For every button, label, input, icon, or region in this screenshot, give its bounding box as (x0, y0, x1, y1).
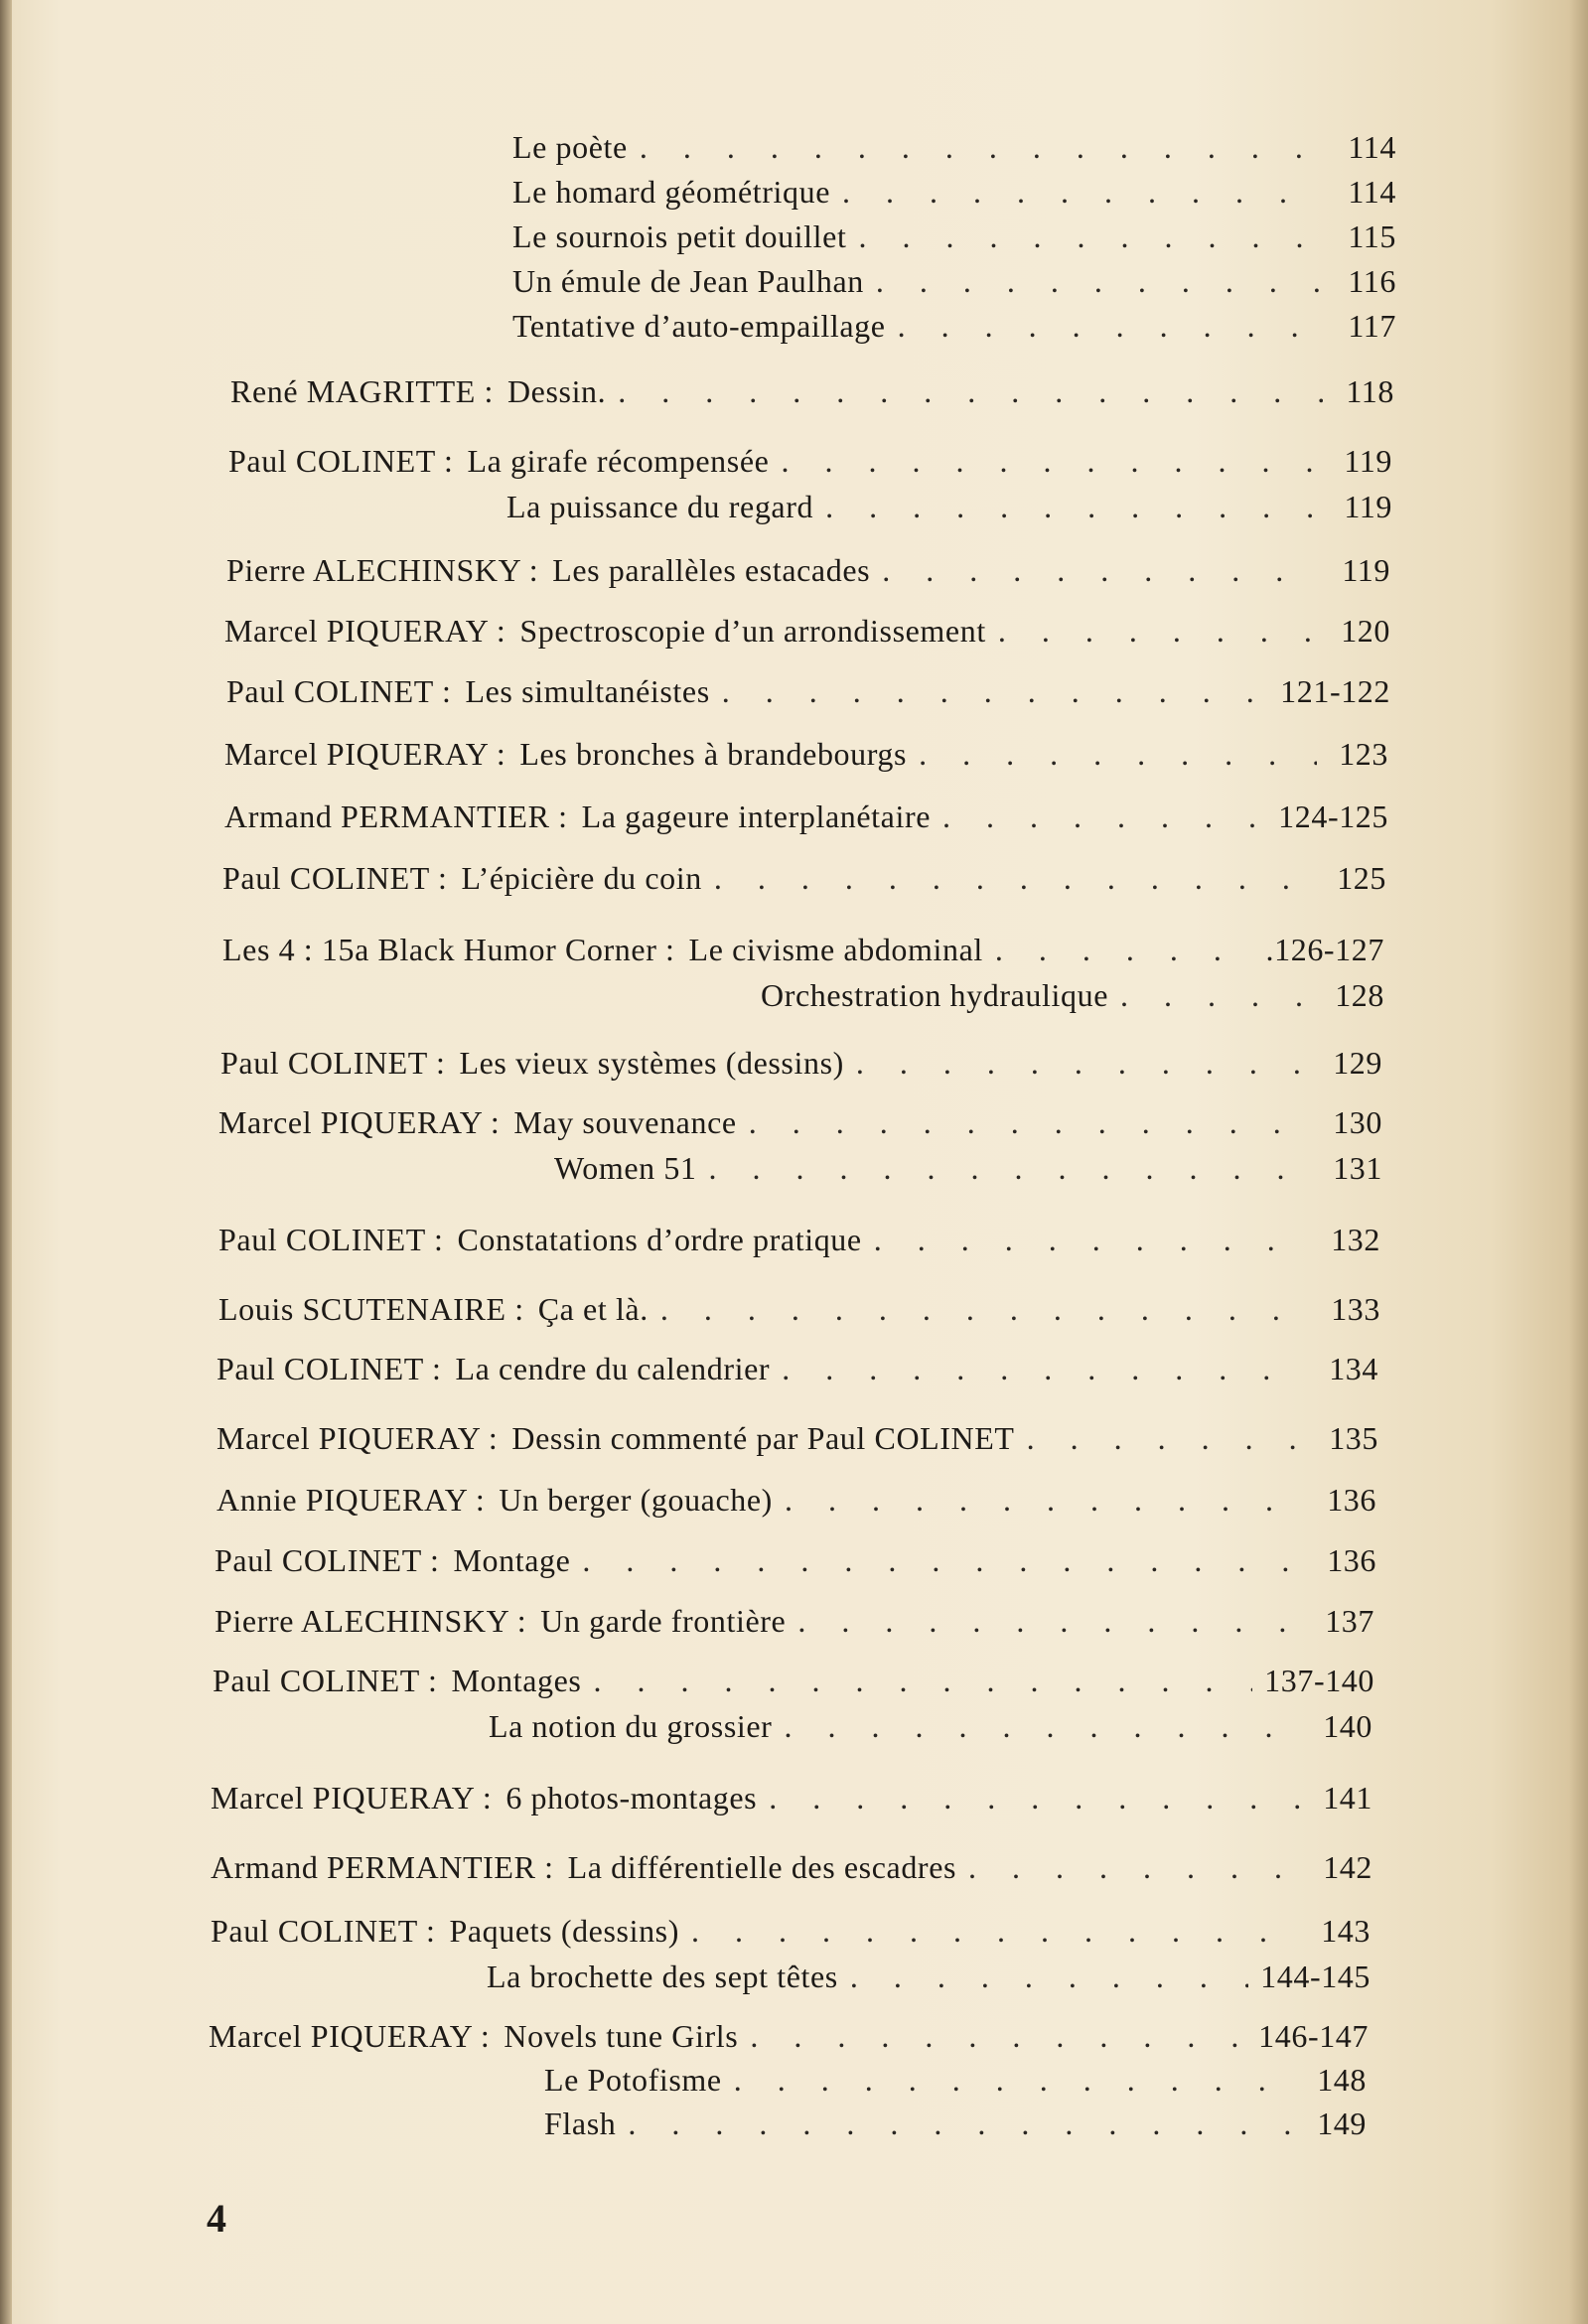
toc-author: René MAGRITTE : (230, 373, 494, 409)
toc-entry (512, 218, 1396, 262)
toc-title: Les bronches à brandebourgs (519, 736, 908, 772)
toc-title: Montages (451, 1663, 582, 1698)
toc-title: L’épicière du coin (461, 860, 702, 896)
toc-entry (222, 932, 1384, 975)
leader-dots (722, 673, 1268, 710)
toc-author: Paul COLINET : (218, 1222, 444, 1257)
toc-page-number: 124-125 (1278, 799, 1388, 834)
toc-author: Paul COLINET : (213, 1663, 438, 1698)
toc-entry (213, 1663, 1374, 1706)
toc-author: Marcel PIQUERAY : (211, 1780, 493, 1816)
toc-title: Les parallèles estacades (552, 552, 871, 588)
toc-author: Marcel PIQUERAY : (224, 613, 506, 649)
toc-entry (217, 1482, 1376, 1525)
toc-page-number: 136 (1327, 1542, 1376, 1578)
toc-entry (222, 860, 1386, 904)
toc-page-number: 115 (1348, 218, 1396, 254)
toc-entry (226, 673, 1390, 717)
toc-title: Un émule de Jean Paulhan (512, 263, 864, 299)
leader-dots (995, 932, 1254, 968)
leader-dots (797, 1603, 1303, 1640)
toc-title: Le homard géométrique (512, 174, 831, 210)
toc-page-number: 134 (1329, 1351, 1378, 1386)
toc-page-number: 132 (1331, 1222, 1380, 1257)
toc-title: La différentielle des escadres (567, 1849, 957, 1885)
toc-page-number: 117 (1348, 308, 1396, 344)
toc-entry (512, 308, 1396, 352)
toc-page-number: 144-145 (1260, 1959, 1371, 1994)
leader-dots (882, 552, 1319, 589)
toc-entry (211, 1849, 1372, 1893)
toc-page-number: 116 (1348, 263, 1396, 299)
toc-entry (506, 489, 1392, 532)
leader-dots (734, 2062, 1295, 2099)
toc-title: Le civisme abdominal (688, 932, 983, 967)
toc-title: La girafe récompensée (467, 443, 770, 479)
leader-dots (785, 1482, 1305, 1519)
toc-page-number: 137 (1325, 1603, 1374, 1639)
toc-title: Spectroscopie d’un arrondissement (519, 613, 986, 649)
toc-title: Les vieux systèmes (dessins) (459, 1045, 844, 1081)
leader-dots (582, 1542, 1305, 1579)
toc-entry (211, 1913, 1371, 1957)
leader-dots (1027, 1420, 1307, 1457)
leader-dots (749, 1104, 1311, 1141)
leader-dots (1120, 977, 1313, 1014)
toc-page-number: 143 (1321, 1913, 1371, 1949)
toc-entry (224, 799, 1388, 842)
toc-title: Novels tune Girls (504, 2018, 739, 2054)
leader-dots (750, 2018, 1246, 2055)
toc-page-number: 133 (1331, 1291, 1380, 1327)
leader-dots (919, 736, 1317, 773)
toc-entry (554, 1150, 1382, 1194)
toc-entry (230, 373, 1394, 417)
toc-author: Paul COLINET : (215, 1542, 440, 1578)
toc-title: Les simultanéistes (465, 673, 710, 709)
leader-dots (842, 174, 1325, 211)
toc-entry (489, 1708, 1372, 1752)
toc-entry (215, 1603, 1374, 1647)
toc-page-number: 125 (1337, 860, 1386, 896)
leader-dots (942, 799, 1266, 835)
leader-dots (898, 308, 1325, 345)
toc-entry (218, 1291, 1380, 1335)
toc-page-number: 114 (1348, 129, 1396, 165)
toc-page-number: 146-147 (1258, 2018, 1369, 2054)
toc-title: Montage (453, 1542, 571, 1578)
toc-entry (217, 1351, 1378, 1394)
toc-author: Pierre ALECHINSKY : (226, 552, 539, 588)
toc-title: Women 51 (554, 1150, 697, 1186)
leader-dots (618, 373, 1323, 410)
toc-title: May souvenance (513, 1104, 737, 1140)
toc-entry (209, 2018, 1369, 2062)
toc-entry (211, 1780, 1372, 1823)
leader-dots (876, 263, 1325, 300)
toc-title: 6 photos-montages (505, 1780, 758, 1816)
toc-entry (512, 174, 1396, 218)
leader-dots (714, 860, 1315, 897)
toc-author: Paul COLINET : (220, 1045, 446, 1081)
leader-dots (998, 613, 1319, 650)
toc-author: Marcel PIQUERAY : (218, 1104, 501, 1140)
toc-entry (218, 1222, 1380, 1265)
toc-title: Constatations d’ordre pratique (457, 1222, 862, 1257)
toc-page-number: 129 (1333, 1045, 1382, 1081)
toc-entry (544, 2106, 1367, 2149)
toc-page-number: 137-140 (1264, 1663, 1374, 1698)
toc-title: La notion du grossier (489, 1708, 773, 1744)
toc-author: Armand PERMANTIER : (224, 799, 568, 834)
toc-author: Annie PIQUERAY : (217, 1482, 486, 1518)
toc-title: Paquets (dessins) (449, 1913, 679, 1949)
toc-entry (512, 263, 1396, 307)
toc-title: Flash (544, 2106, 617, 2141)
toc-title: La puissance du regard (506, 489, 814, 524)
toc-page-number: .126-127 (1265, 932, 1384, 967)
leader-dots (825, 489, 1321, 525)
toc-title: La cendre du calendrier (455, 1351, 771, 1386)
toc-entry (761, 977, 1384, 1021)
toc-page-number: 120 (1341, 613, 1390, 649)
toc-title: Orchestration hydraulique (761, 977, 1108, 1013)
toc-page-number: 142 (1323, 1849, 1372, 1885)
toc-page-number: 131 (1333, 1150, 1382, 1186)
toc-title: Dessin. (506, 373, 607, 409)
toc-author: Paul COLINET : (217, 1351, 442, 1386)
leader-dots (874, 1222, 1309, 1258)
toc-author: Marcel PIQUERAY : (217, 1420, 499, 1456)
toc-author: Armand PERMANTIER : (211, 1849, 554, 1885)
toc-page-number: 119 (1344, 489, 1392, 524)
toc-author: Paul COLINET : (222, 860, 448, 896)
toc-author: Marcel PIQUERAY : (224, 736, 506, 772)
toc-page-number: 130 (1333, 1104, 1382, 1140)
toc-page-number: 149 (1317, 2106, 1367, 2141)
toc-entry (226, 552, 1390, 596)
toc-author: Les 4 : 15a Black Humor Corner : (222, 932, 675, 967)
leader-dots (769, 1780, 1301, 1816)
toc-page-number: 123 (1339, 736, 1388, 772)
toc-entry (217, 1420, 1378, 1464)
leader-dots (856, 1045, 1311, 1082)
toc-entry (544, 2062, 1367, 2106)
toc-entry (224, 736, 1388, 780)
toc-title: Un garde frontière (540, 1603, 787, 1639)
toc-page-number: 135 (1329, 1420, 1378, 1456)
toc-page-number: 118 (1346, 373, 1394, 409)
toc-entry (224, 613, 1390, 656)
toc-title: La brochette des sept têtes (487, 1959, 838, 1994)
toc-entry (228, 443, 1392, 487)
toc-author: Marcel PIQUERAY : (209, 2018, 491, 2054)
toc-page-number: 128 (1335, 977, 1384, 1013)
toc-author: Paul COLINET : (226, 673, 452, 709)
leader-dots (709, 1150, 1311, 1187)
toc-entry (512, 129, 1396, 173)
leader-dots (640, 129, 1325, 166)
leader-dots (858, 218, 1325, 255)
toc-page-number: 114 (1348, 174, 1396, 210)
toc-entry (487, 1959, 1371, 2002)
toc-author: Louis SCUTENAIRE : (218, 1291, 524, 1327)
toc-page-number: 140 (1323, 1708, 1372, 1744)
page-number: 4 (207, 2196, 226, 2241)
toc-entry (215, 1542, 1376, 1586)
toc-page-number: 136 (1327, 1482, 1376, 1518)
toc-title: Le Potofisme (544, 2062, 722, 2098)
toc-title: Tentative d’auto-empaillage (512, 308, 886, 344)
toc-entry (218, 1104, 1382, 1148)
leader-dots (850, 1959, 1248, 1995)
toc-page-number: 119 (1344, 443, 1392, 479)
toc-author: Paul COLINET : (228, 443, 454, 479)
toc-author: Pierre ALECHINSKY : (215, 1603, 527, 1639)
toc-title: Ça et là. (537, 1291, 649, 1327)
leader-dots (781, 443, 1321, 480)
toc-entry (220, 1045, 1382, 1089)
leader-dots (691, 1913, 1299, 1950)
toc-title: La gageure interplanétaire (581, 799, 932, 834)
leader-dots (784, 1708, 1301, 1745)
leader-dots (968, 1849, 1301, 1886)
leader-dots (593, 1663, 1252, 1699)
toc-author: Paul COLINET : (211, 1913, 436, 1949)
toc-page-number: 121-122 (1280, 673, 1390, 709)
toc-page-number: 119 (1342, 552, 1390, 588)
toc-title: Le poète (512, 129, 628, 165)
toc-title: Un berger (gouache) (499, 1482, 773, 1518)
leader-dots (628, 2106, 1295, 2142)
leader-dots (782, 1351, 1307, 1387)
toc-page-number: 141 (1323, 1780, 1372, 1816)
toc-title: Dessin commenté par Paul COLINET (511, 1420, 1015, 1456)
leader-dots (660, 1291, 1309, 1328)
toc-page-number: 148 (1317, 2062, 1367, 2098)
toc-title: Le sournois petit douillet (512, 218, 847, 254)
